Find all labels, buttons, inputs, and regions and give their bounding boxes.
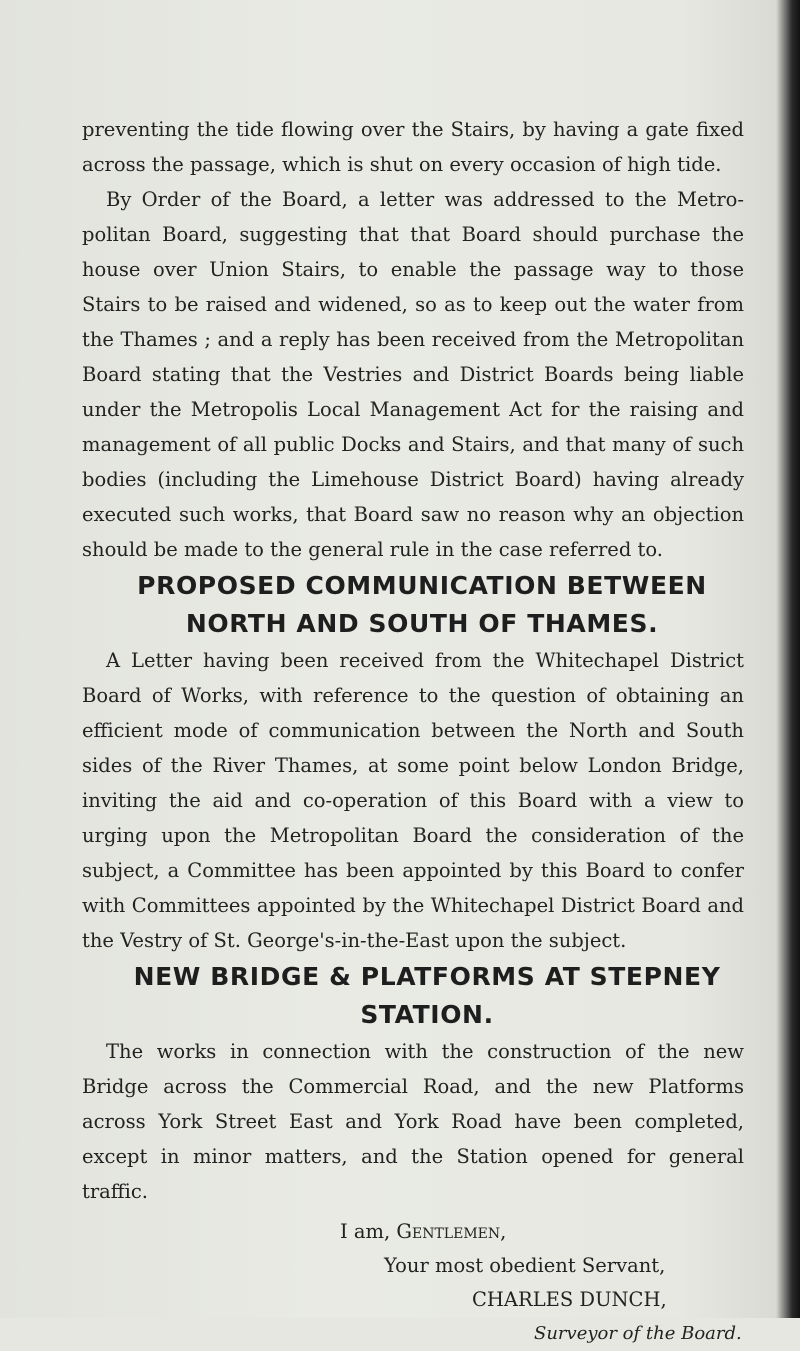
paragraph-whitechapel-letter: A Letter having been received from the Whitechapel District Board of Works, with reference to the question of obtaining an efficient mode of communication between the North and South sides of the River Thames, at some point below London Bridge, inviting the aid and co-operation of this Board with a view to urging upon the Metropolitan Board the consideration of the subject, a Committee has been appointed by this Board to confer with Committees appointed by the Whitechapel District Board and the Vestry of St. George's-in-the-East upon the subject. (82, 649, 744, 952)
paragraph-union-stairs: By Order of the Board, a letter was addressed to the Metro-politan Board, suggesting that that Board should purchase the house over Union Stairs, to enable the passage way to those Stairs to be raised and widened, so as to keep out the water from the Thames ; and a reply has been received from the Metropolitan Board stating that the Vestries and District Boards being liable under the Metropolis Local Management Act for the raising and management of all public Docks and Stairs, and that many of such bodies (including the Limehouse District Board) having already executed such works, that Board saw no reason why an objection should be made to the general rule in the case referred to. (82, 188, 744, 561)
heading-line: PROPOSED COMMUNICATION BETWEEN (137, 571, 707, 600)
heading-line: STATION. (360, 1000, 494, 1029)
heading-new-bridge (82, 958, 772, 1034)
paragraph-tide-gate: preventing the tide flowing over the Stairs, by having a gate fixed across the passage, which is shut on every occasion of high tide. (82, 118, 744, 176)
document-body (82, 112, 744, 1351)
signatory-title: Surveyor of the Board. (534, 1323, 742, 1344)
salutation: I am, Gentlemen, (340, 1220, 507, 1243)
signature: CHARLES DUNCH, (472, 1288, 667, 1311)
heading-proposed-communication (82, 567, 762, 643)
salutation-name: Gentlemen, (396, 1220, 507, 1243)
heading-line: NORTH AND SOUTH OF THAMES. (185, 609, 659, 638)
servant-line: Your most obedient Servant, (384, 1254, 666, 1277)
paragraph-stepney-works: The works in connection with the construction of the new Bridge across the Commercial Road, and the new Platforms across York Street East and York Road have been completed, except in minor matters, and the Station opened for general traffic. (82, 1040, 744, 1203)
closing-block (82, 1215, 744, 1351)
heading-line: NEW BRIDGE & PLATFORMS AT STEPNEY (133, 962, 721, 991)
